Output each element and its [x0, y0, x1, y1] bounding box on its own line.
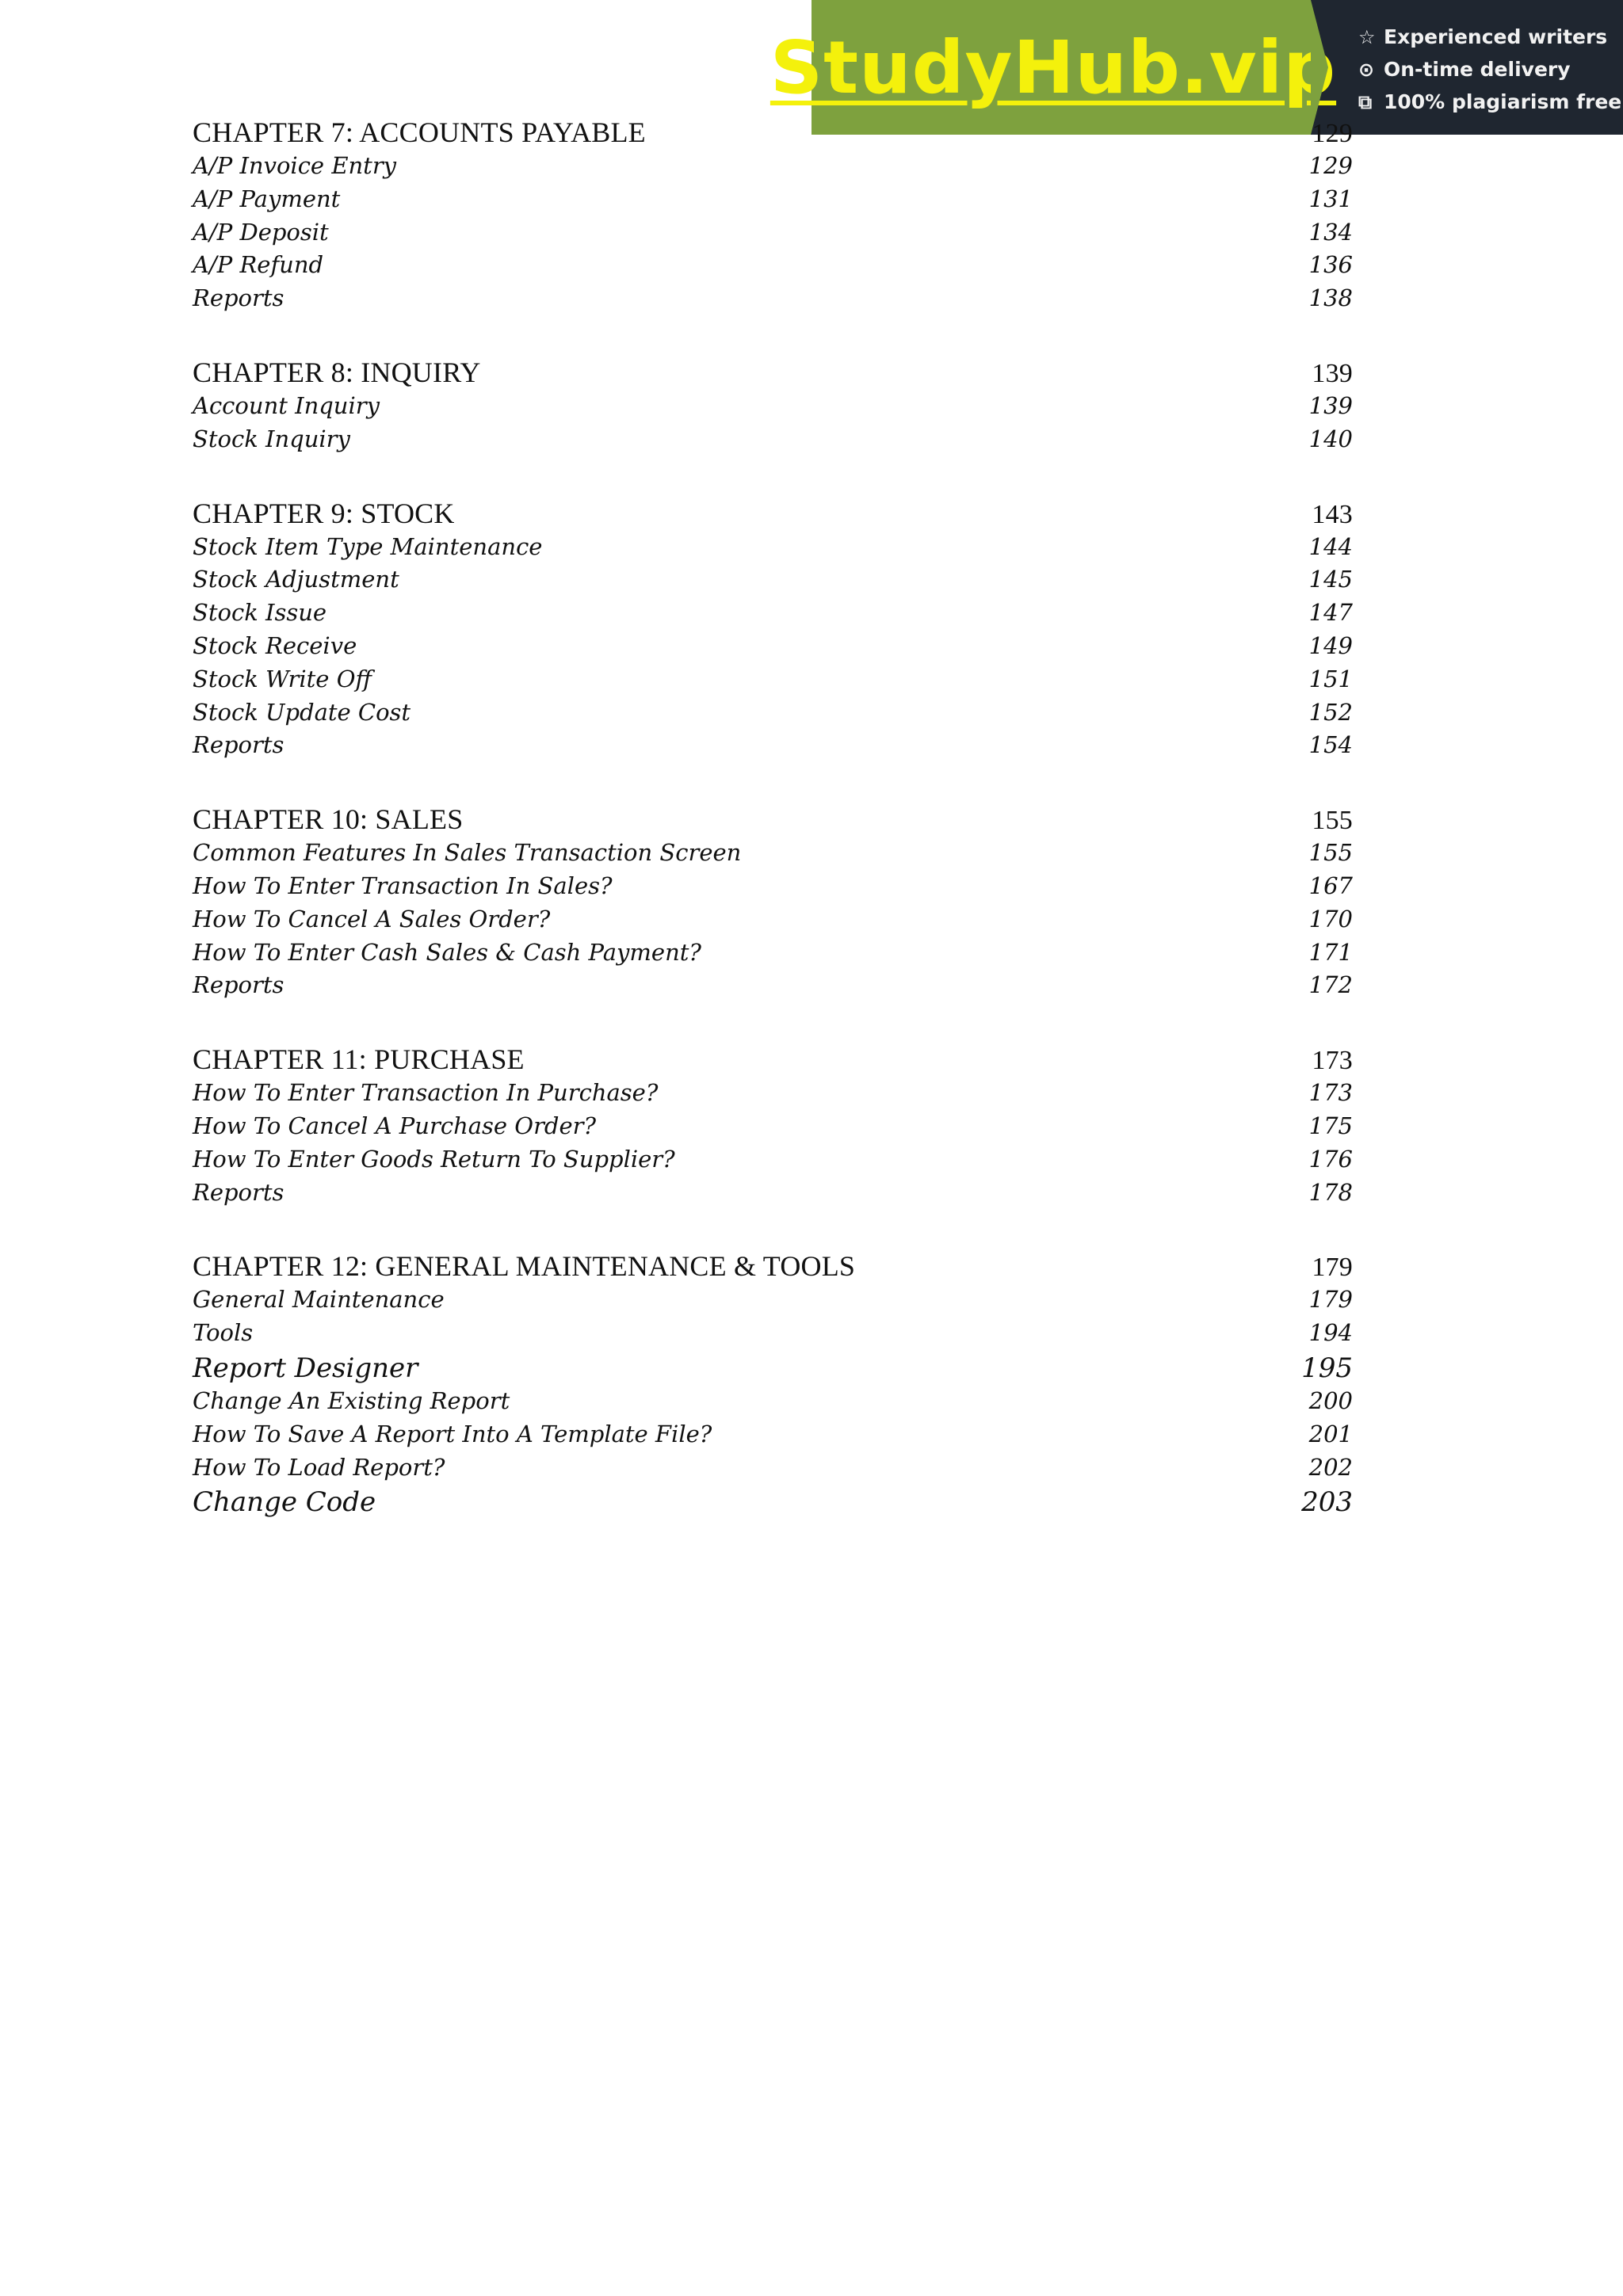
chapter-title: CHAPTER 12: GENERAL MAINTENANCE & TOOLS [193, 1250, 856, 1283]
toc-entry-page-number: 147 [1308, 599, 1353, 627]
toc-entry-page-number: 170 [1308, 905, 1353, 933]
toc-entry[interactable] [193, 284, 1353, 318]
toc-entry-page-number: 201 [1308, 1420, 1353, 1447]
toc-entry-label: Stock Inquiry [193, 425, 350, 452]
feature-plagiarism-free [1358, 86, 1623, 118]
toc-entry-label: Reports [193, 731, 285, 759]
toc-entry[interactable] [193, 1454, 1353, 1487]
toc-entry-page-number: 152 [1308, 698, 1353, 726]
brand-logo[interactable]: StudyHub.vip [769, 25, 1337, 110]
chapter-page-number: 173 [1312, 1046, 1353, 1076]
toc-entry-page-number: 134 [1308, 218, 1353, 246]
chapter-section [193, 1249, 1353, 1521]
toc-entry-label: A/P Refund [193, 251, 324, 279]
chapter-heading[interactable] [193, 803, 1353, 839]
toc-entry[interactable] [193, 392, 1353, 425]
chapter-page-number: 155 [1312, 806, 1353, 836]
toc-entry[interactable] [193, 632, 1353, 666]
toc-entry[interactable] [193, 971, 1353, 1005]
toc-entry-page-number: 195 [1301, 1352, 1353, 1384]
toc-entry-page-number: 179 [1308, 1286, 1353, 1314]
toc-entry-label: How To Enter Transaction In Sales? [193, 871, 613, 899]
table-of-contents [193, 116, 1353, 1559]
toc-entry-page-number: 145 [1308, 566, 1353, 593]
toc-entry[interactable] [193, 1112, 1353, 1146]
toc-entry-label: A/P Deposit [193, 218, 329, 246]
toc-entry[interactable] [193, 731, 1353, 765]
chapter-heading[interactable] [193, 497, 1353, 533]
toc-entry-label: Change An Existing Report [193, 1386, 510, 1414]
toc-entry-page-number: 139 [1308, 391, 1353, 419]
toc-entry[interactable] [193, 425, 1353, 459]
toc-entry-label: A/P Invoice Entry [193, 152, 397, 179]
toc-entry-page-number: 144 [1308, 532, 1353, 560]
toc-entry-page-number: 151 [1308, 665, 1353, 692]
toc-entry-label: Stock Update Cost [193, 698, 411, 726]
toc-entry-page-number: 138 [1308, 284, 1353, 312]
toc-entry-page-number: 203 [1301, 1486, 1353, 1519]
toc-entry[interactable] [193, 872, 1353, 906]
toc-entry-label: Stock Item Type Maintenance [193, 532, 543, 560]
toc-entry[interactable] [193, 939, 1353, 972]
chapter-heading[interactable] [193, 356, 1353, 392]
toc-entry-label: Account Inquiry [193, 391, 380, 419]
toc-entry-label: How To Enter Transaction In Purchase? [193, 1079, 659, 1107]
toc-entry-label: Reports [193, 284, 285, 312]
toc-entry-page-number: 178 [1308, 1178, 1353, 1206]
chapter-page-number: 139 [1312, 358, 1353, 388]
toc-entry-label: Stock Adjustment [193, 566, 399, 593]
toc-entry-label: How To Load Report? [193, 1453, 445, 1481]
toc-entry-label: How To Save A Report Into A Template File? [193, 1420, 712, 1447]
chapter-page-number: 179 [1312, 1253, 1353, 1283]
star-icon: ☆ [1358, 25, 1376, 48]
toc-entry-page-number: 175 [1308, 1112, 1353, 1139]
toc-entry-page-number: 202 [1308, 1453, 1353, 1481]
chapter-heading[interactable] [193, 1043, 1353, 1079]
toc-entry-page-number: 155 [1308, 839, 1353, 867]
toc-entry[interactable] [193, 1179, 1353, 1212]
feature-on-time-delivery [1358, 53, 1623, 86]
toc-entry[interactable] [193, 1286, 1353, 1319]
toc-entry-label: Stock Issue [193, 599, 327, 627]
toc-entry-label: How To Enter Cash Sales & Cash Payment? [193, 938, 701, 966]
toc-entry-label: How To Enter Goods Return To Supplier? [193, 1145, 675, 1173]
toc-entry[interactable] [193, 1146, 1353, 1179]
toc-entry-page-number: 131 [1308, 185, 1353, 212]
chapter-title: CHAPTER 11: PURCHASE [193, 1043, 525, 1076]
toc-entry-label: Common Features In Sales Transaction Screen [193, 839, 742, 867]
toc-entry-label: Stock Write Off [193, 665, 372, 692]
toc-entry[interactable] [193, 1352, 1353, 1387]
chapter-section [193, 1043, 1353, 1211]
toc-entry-page-number: 176 [1308, 1145, 1353, 1173]
toc-entry-label: A/P Payment [193, 185, 341, 212]
feature-experienced-writers [1358, 21, 1623, 53]
feature-label: 100% plagiarism free [1384, 90, 1622, 113]
toc-entry[interactable] [193, 1079, 1353, 1112]
toc-entry-page-number: 194 [1308, 1319, 1353, 1347]
toc-entry[interactable] [193, 1319, 1353, 1352]
toc-entry[interactable] [193, 251, 1353, 284]
copy-icon: ⧉ [1358, 90, 1373, 113]
toc-entry-label: Tools [193, 1319, 254, 1347]
toc-entry[interactable] [193, 185, 1353, 219]
toc-entry[interactable] [193, 599, 1353, 632]
toc-entry[interactable] [193, 1486, 1353, 1521]
chapter-section [193, 116, 1353, 318]
toc-entry[interactable] [193, 839, 1353, 872]
toc-entry-label: Reports [193, 971, 285, 999]
toc-entry-label: Report Designer [193, 1352, 418, 1384]
clock-icon: ⊙ [1358, 58, 1375, 81]
toc-entry-page-number: 200 [1308, 1386, 1353, 1414]
toc-entry-label: How To Cancel A Sales Order? [193, 905, 551, 933]
toc-entry-label: General Maintenance [193, 1286, 445, 1314]
toc-entry-page-number: 171 [1308, 938, 1353, 966]
banner-features-panel [1311, 0, 1623, 135]
toc-entry[interactable] [193, 1387, 1353, 1421]
chapter-title: CHAPTER 10: SALES [193, 803, 464, 836]
toc-entry[interactable] [193, 566, 1353, 599]
studyhub-banner[interactable] [769, 0, 1623, 135]
toc-entry-page-number: 167 [1308, 871, 1353, 899]
chapter-section [193, 803, 1353, 1005]
chapter-title: CHAPTER 9: STOCK [193, 497, 455, 529]
chapter-heading[interactable] [193, 116, 1353, 152]
toc-entry[interactable] [193, 219, 1353, 252]
toc-entry-page-number: 136 [1308, 251, 1353, 279]
toc-entry-page-number: 173 [1308, 1079, 1353, 1107]
toc-entry-page-number: 140 [1308, 425, 1353, 452]
chapter-page-number: 129 [1312, 119, 1353, 148]
chapter-title: CHAPTER 8: INQUIRY [193, 356, 481, 388]
chapter-title: CHAPTER 7: ACCOUNTS PAYABLE [193, 116, 646, 148]
toc-entry-page-number: 149 [1308, 631, 1353, 659]
chapter-page-number: 143 [1312, 499, 1353, 529]
chapter-heading[interactable] [193, 1249, 1353, 1286]
chapter-section [193, 497, 1353, 765]
banner-brand-panel [769, 0, 1337, 135]
toc-entry[interactable] [193, 699, 1353, 732]
toc-entry-page-number: 154 [1308, 731, 1353, 759]
feature-label: On-time delivery [1384, 58, 1571, 81]
toc-entry[interactable] [193, 1421, 1353, 1454]
toc-entry-label: Change Code [193, 1486, 376, 1519]
toc-entry[interactable] [193, 906, 1353, 939]
toc-entry-label: Reports [193, 1178, 285, 1206]
feature-label: Experienced writers [1384, 25, 1608, 48]
toc-entry[interactable] [193, 666, 1353, 699]
toc-entry[interactable] [193, 152, 1353, 185]
toc-entry-label: How To Cancel A Purchase Order? [193, 1112, 597, 1139]
toc-entry-page-number: 172 [1308, 971, 1353, 999]
toc-entry-page-number: 129 [1308, 152, 1353, 179]
toc-entry-label: Stock Receive [193, 631, 357, 659]
chapter-section [193, 356, 1353, 459]
toc-entry[interactable] [193, 533, 1353, 566]
